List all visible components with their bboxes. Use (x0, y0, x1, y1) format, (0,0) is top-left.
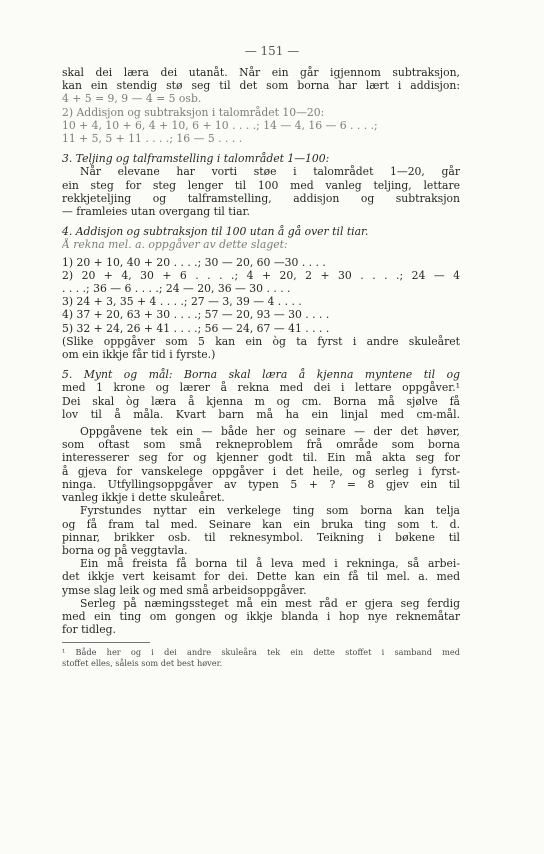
footnote-line: ¹ Både her og i dei andre skuleåra tek ein dette stoffet i samband med (62, 647, 460, 658)
text-line: kan ein stendig stø seg til det som borna har lært i addisjon: (62, 79, 460, 93)
section-heading: 3. Teljing og talframstelling i talområdet 1—100: (62, 152, 330, 166)
text-line: 2) Addisjon og subtraksjon i talområdet 10—20: (62, 105, 325, 119)
footnote-line: stoffet elles, såleis som det best høver. (62, 657, 223, 668)
text-line: interesserer seg for og kjenner godt til. Ein må akta seg for (62, 451, 460, 465)
footnote (62, 647, 460, 668)
footnote-divider (62, 642, 150, 643)
text-line: Ein må freista få borna til å leva med i rekninga, så arbei- (80, 557, 460, 571)
text-line: om ein ikkje får tid i fyrste.) (62, 348, 216, 362)
text-line: Oppgåvene tek ein — både her og seinare — der det høver, (80, 425, 460, 439)
paragraph-continuation (62, 66, 460, 145)
text-line: for tidleg. (62, 623, 116, 637)
text-line: (Slike oppgåver som 5 kan ein òg ta fyrst i andre skuleåret (62, 334, 460, 348)
section-heading: 4. Addisjon og subtraksjon til 100 utan å gå over til tiar. (62, 225, 369, 239)
paragraph (62, 597, 460, 637)
exercise-line: 3) 24 + 3, 35 + 4 . . . .; 27 — 3, 39 — 4 . . . . (62, 295, 302, 309)
text-line: vanleg ikkje i dette skuleåret. (62, 491, 225, 505)
section-3 (62, 152, 460, 218)
section-4 (62, 225, 460, 361)
text-line: Serleg på næmingssteget må ein mest råd er gjera seg ferdig (80, 596, 460, 610)
text-line: Å rekna mel. a. oppgåver av dette slaget: (62, 238, 288, 252)
text-line: 10 + 4, 10 + 6, 4 + 10, 6 + 10 . . . .; 14 — 4, 16 — 6 . . . .; (62, 118, 378, 132)
text-line: som oftast som små rekneproblem frå område som borna (62, 438, 460, 452)
page-body (62, 66, 460, 668)
page-number: — 151 — (244, 44, 300, 58)
exercise-line: . . . .; 36 — 6 . . . .; 24 — 20, 36 — 30 . . . . (62, 282, 291, 296)
text-line: Dei skal òg læra å kjenna m og cm. Borna må sjølve få (62, 394, 460, 408)
text-line: pinnar, brikker osb. til reknesymbol. Teikning i bøkene til (62, 530, 460, 544)
section-heading: 5. Mynt og mål: Borna skal læra å kjenna myntene til og (62, 368, 460, 382)
text-line: og få fram tal med. Seinare kan ein bruka ting som t. d. (62, 517, 460, 531)
paragraph (62, 504, 460, 557)
exercise-line: 5) 32 + 24, 26 + 41 . . . .; 56 — 24, 67 — 41 . . . . (62, 321, 330, 335)
text-line: lov til å måla. Kvart barn må ha ein linjal med cm-mål. (62, 407, 460, 421)
text-line: — framleies utan overgang til tiar. (62, 205, 250, 219)
exercise-line: 4) 37 + 20, 63 + 30 . . . .; 57 — 20, 93 — 30 . . . . (62, 308, 330, 322)
text-line: med 1 krone og lærer å rekna med dei i lettare oppgåver.¹ (62, 381, 460, 395)
text-line: 11 + 5, 5 + 11 . . . .; 16 — 5 . . . . (62, 132, 243, 146)
text-line: rekkjeteljing og talframstelling, addisjon og subtraksjon (62, 191, 460, 205)
text-line: borna og på veggtavla. (62, 543, 188, 557)
exercise-line: 1) 20 + 10, 40 + 20 . . . .; 30 — 20, 60 —30 . . . . (62, 255, 326, 269)
text-line: Når elevane har vorti støe i talområdet 1—20, går (80, 165, 460, 179)
text-line: med ein ting om gongen og ikkje blanda i hop nye reknemåtar (62, 609, 460, 623)
text-line: ein steg for steg lenger til 100 med vanleg teljing, lettare (62, 178, 460, 192)
text-line: skal dei læra dei utanåt. Når ein går igjennom subtraksjon, (62, 66, 460, 79)
text-line: ymse slag leik og med små arbeidsoppgåver. (62, 583, 307, 597)
section-5 (62, 368, 460, 421)
text-line: Fyrstundes nyttar ein verkelege ting som borna kan telja (80, 504, 460, 518)
paragraph (62, 557, 460, 597)
text-line: 4 + 5 = 9, 9 — 4 = 5 osb. (62, 92, 202, 106)
text-line: det ikkje vert keisamt for dei. Dette kan ein få til mel. a. med (62, 570, 460, 584)
text-line: å gjeva for vanskelege oppgåver i det heile, og serleg i fyrst- (62, 464, 460, 478)
exercise-line: 2) 20 + 4, 30 + 6 . . . .; 4 + 20, 2 + 30 . . . .; 24 — 4 (62, 268, 460, 282)
paragraph (62, 425, 460, 504)
text-line: ninga. Utfyllingsoppgåver av typen 5 + ? = 8 gjev ein til (62, 477, 460, 491)
